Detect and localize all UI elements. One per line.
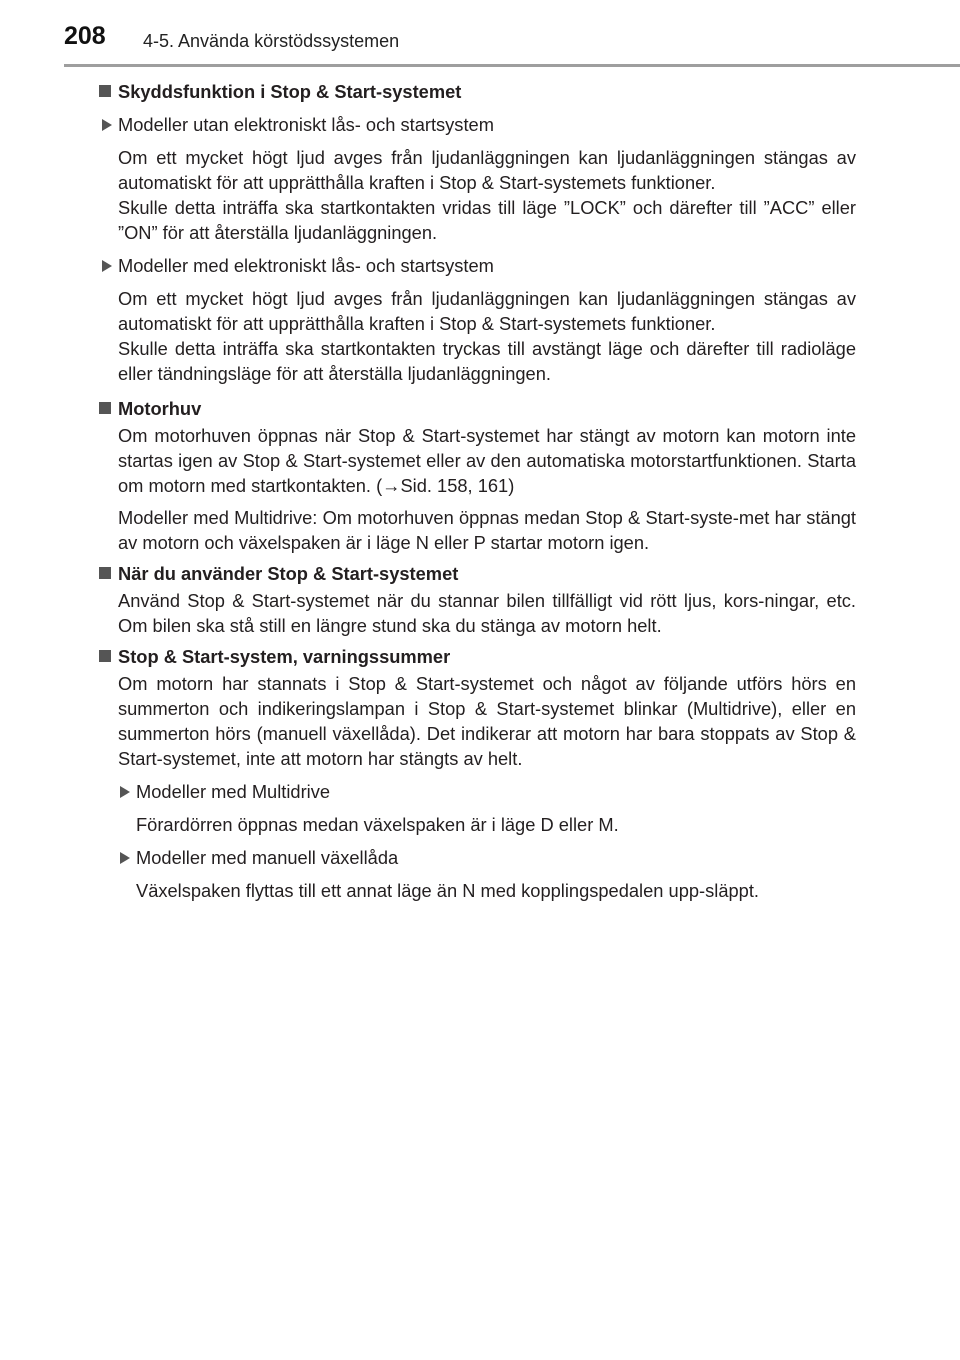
square-bullet-icon: [99, 567, 111, 579]
paragraph: Använd Stop & Start-systemet när du stannar bilen tillfälligt vid rött ljus, kors-ningar, etc. Om bilen ska stå still en längre stund ska du stänga av motorn helt.: [118, 590, 856, 636]
section-heading: Motorhuv: [98, 396, 856, 421]
paragraph: Skulle detta inträffa ska startkontakten tryckas till avstängt läge och därefter till radioläge eller tändningsläge för att återställa ljudanläggningen.: [118, 338, 856, 384]
model-bullet: Modeller utan elektroniskt lås- och startsystem: [98, 112, 856, 137]
model-bullet: Modeller med elektroniskt lås- och startsystem: [98, 253, 856, 278]
section-heading: Skyddsfunktion i Stop & Start-systemet: [98, 79, 856, 104]
section-heading: Stop & Start-system, varningssummer: [98, 644, 856, 669]
paragraph: Om motorhuven öppnas när Stop & Start-systemet har stängt av motorn kan motorn inte startas igen av Stop & Start-systemet eller av den automatiska motorstartfunktionen. Starta om motorn med startkontakten. (→Sid. 158, 161): [118, 425, 856, 496]
triangle-bullet-icon: [102, 119, 112, 131]
page-header: [64, 22, 960, 58]
square-bullet-icon: [99, 402, 111, 414]
model-bullet: Modeller med manuell växellåda: [116, 845, 856, 870]
triangle-bullet-icon: [120, 852, 130, 864]
paragraph: Modeller med Multidrive: Om motorhuven öppnas medan Stop & Start-syste-met har stängt av motorn och växelspaken är i läge N eller P startar motorn igen.: [118, 507, 856, 553]
chapter-title: 4-5. Använda körstödssystemen: [143, 31, 400, 51]
paragraph: Skulle detta inträffa ska startkontakten vridas till läge ”LOCK” och därefter till ”ACC” eller ”ON” för att återställa ljudanläggningen.: [118, 197, 856, 243]
triangle-bullet-icon: [102, 260, 112, 272]
header-divider: [64, 64, 960, 67]
paragraph: Växelspaken flyttas till ett annat läge än N med kopplingspedalen upp-släppt.: [136, 880, 759, 901]
document-body: [98, 79, 856, 903]
section-heading: När du använder Stop & Start-systemet: [98, 561, 856, 586]
square-bullet-icon: [99, 650, 111, 662]
model-bullet: Modeller med Multidrive: [116, 779, 856, 804]
paragraph: Om ett mycket högt ljud avges från ljudanläggningen kan ljudanläggningen stängas av automatiskt för att upprätthålla kraften i Stop & Start-systemets funktioner.: [118, 288, 856, 334]
square-bullet-icon: [99, 85, 111, 97]
page-number: 208: [64, 22, 106, 50]
triangle-bullet-icon: [120, 786, 130, 798]
paragraph: Om motorn har stannats i Stop & Start-systemet och något av följande utförs hörs en summerton och indikeringslampan i Stop & Start-systemet blinkar (Multidrive), eller en summerton hörs (manuell växellåda). Det indikerar att motorn har bara stoppats av Stop & Start-systemet, inte att motorn har stängts av helt.: [118, 673, 856, 769]
paragraph: Förardörren öppnas medan växelspaken är i läge D eller M.: [136, 814, 619, 835]
paragraph: Om ett mycket högt ljud avges från ljudanläggningen kan ljudanläggningen stängas av automatiskt för att upprätthålla kraften i Stop & Start-systemets funktioner.: [118, 147, 856, 193]
